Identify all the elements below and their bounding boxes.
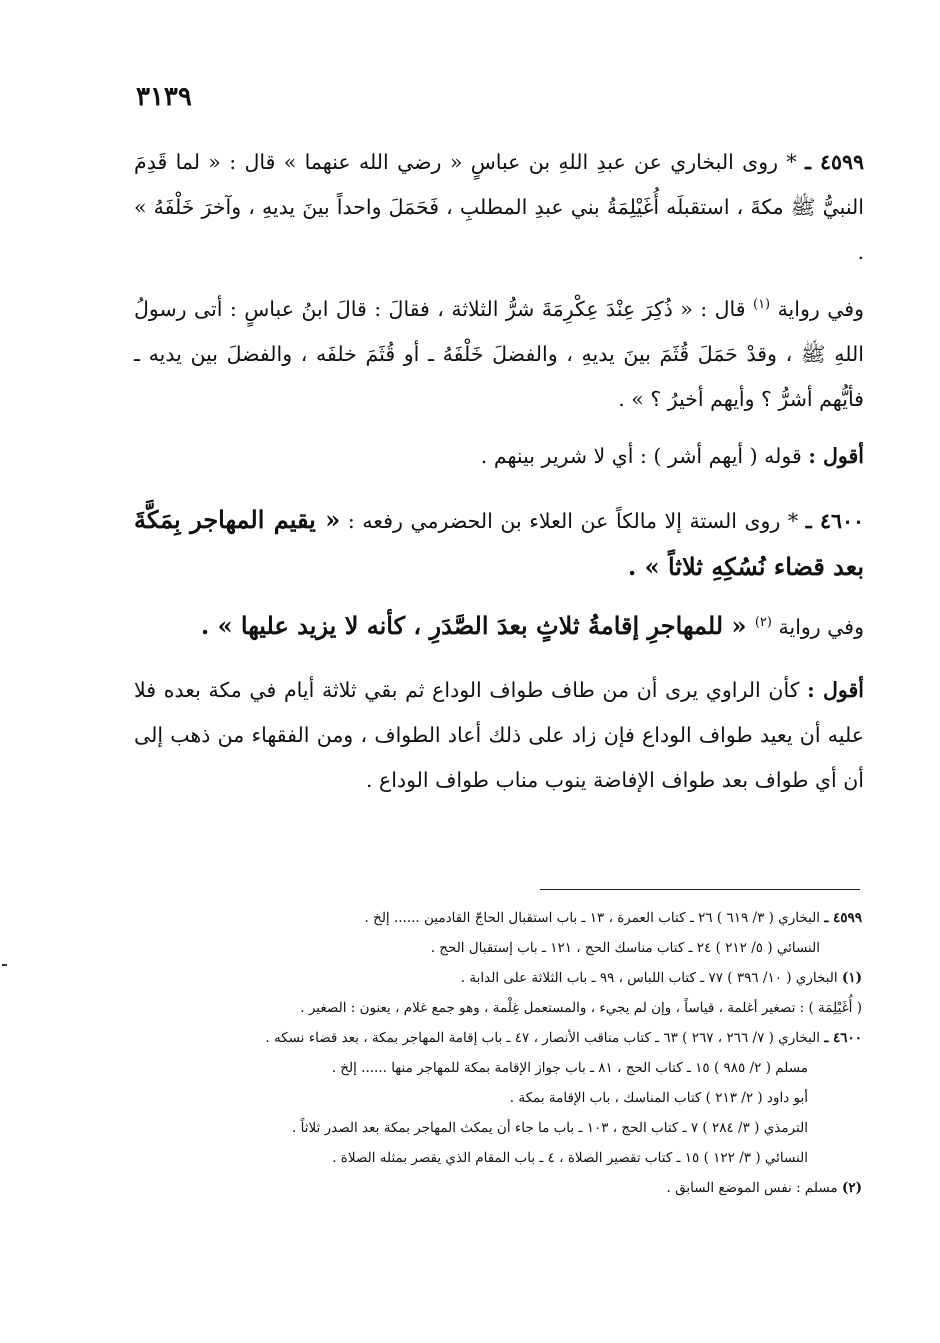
footnote-number: ٤٥٩٩ ـ <box>824 910 862 926</box>
footnote-text: ( أُغَيْلِمَة ) : تصغير أغلمة ، قياساً ، وإن لم يجيء ، والمستعمل غِلْمة ، وهو جمع غلام ، يعنون : الصغير . <box>300 1000 862 1016</box>
footnote-number: (٢) <box>841 1180 862 1196</box>
footnote-ref-1: (١) <box>752 297 771 313</box>
footnote-line <box>150 1173 862 1203</box>
hadith-text: * روى البخاري عن عبدِ اللهِ بن عباسٍ « رضي الله عنهما » قال : « لما قَدِمَ النبيُّ ﷺ مكةَ ، استقبلَه أُغَيْلِمَةُ بني عبدِ المطلبِ ، فَحَمَلَ واحداً بينَ يديهِ ، وآخرَ خَلْفَهُ » . <box>134 150 864 264</box>
aqul-text: كأن الراوي يرى أن من طاف طواف الوداع ثم بقي ثلاثة أيام في مكة بعده فلا عليه أن يعيد طواف الوداع فإن زاد على ذلك أعاد الطواف ، ومن الفقهاء من ذهب إلى أن أي طواف بعد طواف الإفاضة ينوب مناب طواف الوداع . <box>134 678 864 792</box>
aqul-lead: أقول : <box>807 678 864 702</box>
hadith-number: ٤٦٠٠ ـ <box>805 509 864 533</box>
hadith-quote: « يقيم المهاجر بِمَكَّةَ بعد قضاء نُسُكِهِ ثلاثاً » . <box>134 505 864 581</box>
footnote-line <box>150 1023 862 1053</box>
aqul-2 <box>134 668 864 803</box>
footnote-text: النسائي ( ٥/ ٢١٢ ) ٢٤ ـ كتاب مناسك الحج ، ١٢١ ـ باب إستقبال الحج . <box>430 940 820 956</box>
riwaya-text: « للمهاجرِ إقامةُ ثلاثٍ بعدَ الصَّدَرِ ، كأنه لا يزيد عليها » . <box>200 611 755 640</box>
footnotes <box>150 903 862 1203</box>
footnote-text: الترمذي ( ٣/ ٢٨٤ ) ٧ ـ كتاب الحج ، ١٠٣ ـ باب ما جاء أن يمكث المهاجر بمكة بعد الصدر ثلاثاً . <box>292 1120 808 1136</box>
footnote-text: البخاري ( ٧/ ٢٦٦ ، ٢٦٧ ) ٦٣ ـ كتاب مناقب الأنصار ، ٤٧ ـ باب إقامة المهاجر بمكة ، بعد قضاء نسكه . <box>265 1030 825 1046</box>
footnote-text: أبو داود ( ٢/ ٢١٣ ) كتاب المناسك ، باب الإقامة بمكة . <box>509 1090 808 1106</box>
footnote-number: (١) <box>841 970 862 986</box>
footnote-ref-2: (٢) <box>754 615 772 631</box>
footnote-line <box>150 933 862 963</box>
riwaya-lead: وفي رواية <box>777 297 864 321</box>
footnote-line <box>150 1143 862 1173</box>
hadith-4600 <box>134 497 864 591</box>
footnote-text: مسلم ( ٢/ ٩٨٥ ) ١٥ ـ كتاب الحج ، ٨١ ـ باب جواز الإقامة بمكة للمهاجر منها ...... إلخ . <box>331 1060 808 1076</box>
riwaya-2 <box>134 603 864 650</box>
aqul-1 <box>134 434 864 479</box>
footnote-line <box>150 1083 862 1113</box>
riwaya-1 <box>134 287 864 422</box>
footnote-text: البخاري ( ٣/ ٦١٩ ) ٢٦ ـ كتاب العمرة ، ١٣ ـ باب استقبال الحاجّ القادمين ...... إلخ . <box>364 910 825 926</box>
footnote-text: النسائي ( ٣/ ١٢٢ ) ١٥ ـ كتاب تقصير الصلاة ، ٤ ـ باب المقام الذي يقصر بمثله الصلاة . <box>332 1150 808 1166</box>
footnote-divider <box>540 889 860 890</box>
footnote-text: مسلم : نفس الموضع السابق . <box>666 1180 842 1196</box>
footnote-line <box>150 993 862 1023</box>
riwaya-lead: وفي رواية <box>778 615 864 639</box>
footnote-line <box>150 1113 862 1143</box>
footnote-number: ٤٦٠٠ ـ <box>824 1030 862 1046</box>
hadith-text: * روى الستة إلا مالكاً عن العلاء بن الحضرمي رفعه : <box>340 509 806 533</box>
footnote-line <box>150 903 862 933</box>
hadith-number: ٤٥٩٩ ـ <box>804 150 864 174</box>
margin-mark <box>2 964 7 966</box>
footnote-line <box>150 963 862 993</box>
hadith-4599 <box>134 140 864 275</box>
riwaya-text: قال : « ذُكِرَ عِنْدَ عِكْرِمَةَ شرُّ الثلاثة ، فقالَ : قالَ ابنُ عباسٍ : أتى رسولُ اللهِ ﷺ ، وقدْ حَمَلَ قُثَمَ بينَ يديهِ ، والفضلَ خَلْفَهُ ـ أو قُثَمَ خلفَه ، والفضلَ بين يديه ـ فأيُّهم أشرُّ ؟ وأيهم أخيرُ ؟ » . <box>134 297 864 411</box>
page-number: ٣١٣٩ <box>136 82 192 112</box>
aqul-text: قوله ( أيهم أشر ) : أي لا شرير بينهم . <box>480 444 809 468</box>
main-text <box>134 140 864 815</box>
aqul-lead: أقول : <box>808 444 864 468</box>
footnote-line <box>150 1053 862 1083</box>
footnote-text: البخاري ( ١٠/ ٣٩٦ ) ٧٧ ـ كتاب اللباس ، ٩٩ ـ باب الثلاثة على الدابة . <box>460 970 842 986</box>
